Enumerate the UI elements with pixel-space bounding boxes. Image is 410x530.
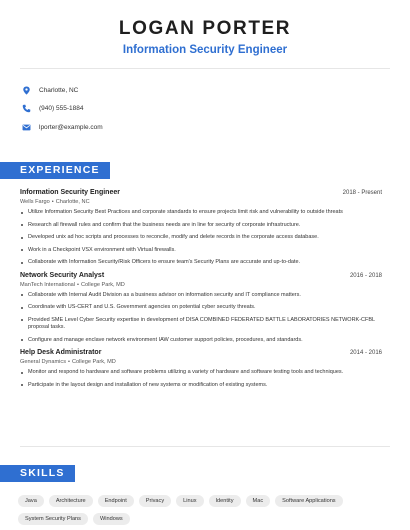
contact-phone <box>22 100 410 118</box>
job-organization <box>20 282 382 288</box>
contact-location-text: Charlotte, NC <box>39 86 79 94</box>
skill-chip: Software Applications <box>275 495 342 507</box>
resume-header <box>0 0 410 56</box>
skill-chip: Linux <box>176 495 203 507</box>
job-location: College Park, MD <box>71 359 116 365</box>
location-pin-icon <box>22 86 31 95</box>
separator-dot: • <box>51 199 54 205</box>
list-item: Configure and manage enclave network environment IAW customer support policies, procedures, and standards. <box>20 337 382 345</box>
job-company: General Dynamics <box>20 359 67 365</box>
experience-divider <box>20 446 390 447</box>
list-item: Monitor and respond to hardware and software problems utilizing a variety of hardware and software testing tools and techniques. <box>20 369 382 377</box>
job-dates: 2018 - Present <box>342 190 382 196</box>
skill-chip: System Security Plans <box>18 513 88 525</box>
job-entry <box>20 272 382 345</box>
skills-heading: SKILLS <box>0 465 75 482</box>
job-location: Charlotte, NC <box>55 199 90 205</box>
job-entry <box>20 349 382 389</box>
job-organization <box>20 359 382 365</box>
job-bullets <box>20 209 382 267</box>
experience-list <box>20 189 382 394</box>
skill-chip: Java <box>18 495 44 507</box>
job-location: College Park, MD <box>81 281 125 288</box>
skill-chip: Windows <box>93 513 130 525</box>
separator-dot: • <box>77 281 80 288</box>
list-item: Developed unix ad hoc scripts and processes to reconcile, modify and delete records in the corporate access database. <box>20 234 382 242</box>
skill-chip: Privacy <box>139 495 171 507</box>
job-bullets <box>20 292 382 345</box>
list-item: Participate in the layout design and installation of new systems or modification of existing systems. <box>20 382 382 390</box>
job-dates: 2016 - 2018 <box>349 272 382 279</box>
skill-chip: Endpoint <box>98 495 134 507</box>
separator-dot: • <box>68 359 70 365</box>
list-item: Work in a Checkpoint VSX environment with Virtual firewalls. <box>20 247 382 255</box>
skill-chip: Architecture <box>49 495 93 507</box>
list-item: Coordinate with US-CERT and U.S. Government agencies on potential cyber security threats. <box>20 304 382 312</box>
job-title: Network Security Analyst <box>20 271 105 279</box>
list-item: Collaborate with Internal Audit Division as a business advisor on information security and IT compliance matters. <box>20 292 382 300</box>
list-item: Collaborate with Information Security/Risk Officers to ensure team's Security Plans are accurate and up-to-date. <box>20 259 382 267</box>
experience-heading: EXPERIENCE <box>0 162 110 179</box>
phone-icon <box>22 104 31 113</box>
skill-chip: Mac <box>246 495 271 507</box>
skill-chip: Identity <box>209 495 241 507</box>
list-item: Utilize Information Security Best Practices and corporate standards to ensure projects limit risk and vulnerability to outside threats <box>20 209 382 217</box>
contact-email-text: lporter@example.com <box>39 123 103 131</box>
contact-email <box>22 118 410 136</box>
candidate-name: LOGAN PORTER <box>118 18 292 39</box>
contact-list <box>0 69 410 136</box>
contact-location <box>22 81 410 99</box>
job-organization <box>20 199 382 205</box>
job-title: Information Security Engineer <box>20 189 120 196</box>
job-company: ManTech International <box>20 281 76 288</box>
candidate-role: Information Security Engineer <box>122 44 288 56</box>
mail-icon <box>22 123 31 132</box>
list-item: Research all firewall rules and confirm that the business needs are in line for security of corporate infrastructure. <box>20 222 382 230</box>
job-bullets <box>20 369 382 389</box>
skills-list <box>18 495 390 525</box>
job-dates: 2014 - 2016 <box>349 350 382 356</box>
job-entry <box>20 189 382 267</box>
contact-phone-text: (940) 555-1884 <box>39 105 84 112</box>
list-item: Provided SME Level Cyber Security expertise in development of DISA COMBINED FEDERATED BATTLE LABORATORIES NETWORK-CFBL proposal tasks. <box>20 317 382 332</box>
job-title: Help Desk Administrator <box>20 349 102 356</box>
job-company: Wells Fargo <box>20 199 50 205</box>
